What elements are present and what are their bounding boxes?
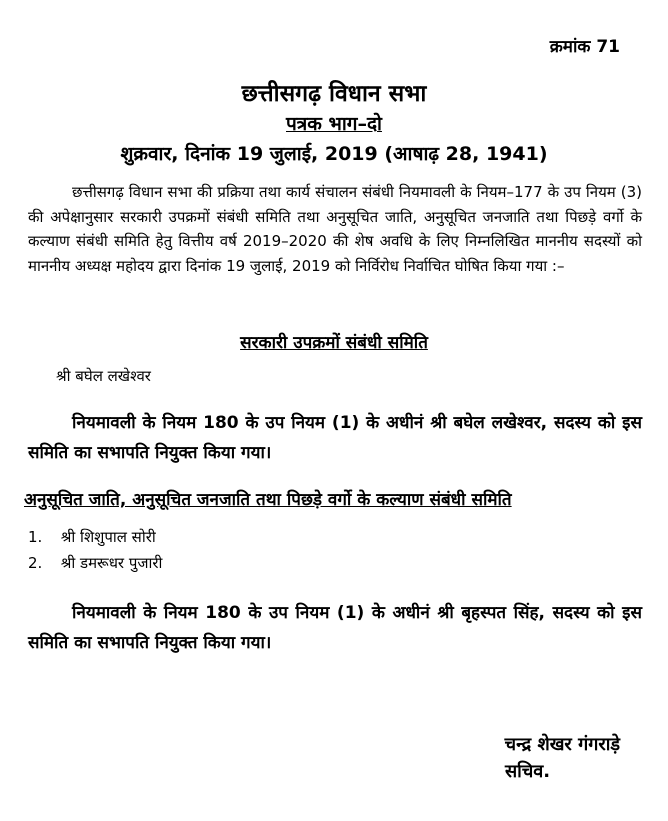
list-item [28,553,162,573]
committee2-heading [24,487,644,510]
signatory-designation: सचिव. [505,761,551,782]
list-item-name: श्री डमरूधर पुजारी [60,554,163,572]
committee2-appointment: नियमावली के नियम 180 के उप नियम (1) के अधीनं श्री बृहस्पत सिंह, सदस्य को इस समिति का सभापति नियुक्त किया गया। [28,603,642,653]
committee2-heading-text: अनुसूचित जाति, अनुसूचित जनजाति तथा पिछड़े वर्गो के कल्याण संबंधी समिति [24,490,512,510]
list-item-number: 1. [28,528,43,546]
list-item [28,527,156,547]
subtitle-text: पत्रक भाग–दो [286,113,382,135]
signatory-name: चन्द्र शेखर गंगराड़े [504,734,620,755]
intro-paragraph: छत्तीसगढ़ विधान सभा की प्रक्रिया तथा कार्य संचालन संबंधी नियमावली के नियम–177 के उप नियम (3) की अपेक्षानुसार सरकारी उपक्रमों संबंधी समिति तथा अनुसूचित जाति, अनुसूचित जनजाति तथा पिछड़े वर्गो के कल्याण संबंधी समिति हेतु वित्तीय वर्ष 2019–2020 की शेष अवधि के लिए निम्नलिखित माननीय सदस्यों को माननीय अध्यक्ष महोदय द्वारा दिनांक 19 जुलाई, 2019 को निर्विरोध निर्वाचित घोषित किया गया :– [28,183,642,275]
committee1-member: श्री बघेल लखेश्वर [56,367,151,385]
page-title: छत्तीसगढ़ विधान सभा [241,81,427,107]
committee1-heading [0,330,668,353]
serial-number: क्रमांक 71 [549,37,620,57]
committee1-appointment: नियमावली के नियम 180 के उप नियम (1) के अधीनं श्री बघेल लखेश्वर, सदस्य को इस समिति का सभापति नियुक्त किया गया। [28,413,642,463]
list-item-name: श्री शिशुपाल सोरी [60,528,156,546]
date-line: शुक्रवार, दिनांक 19 जुलाई, 2019 (आषाढ़ 28, 1941) [120,143,548,165]
committee1-heading-text: सरकारी उपक्रमों संबंधी समिति [240,333,428,353]
list-item-number: 2. [28,554,43,572]
page-subtitle [0,110,668,136]
